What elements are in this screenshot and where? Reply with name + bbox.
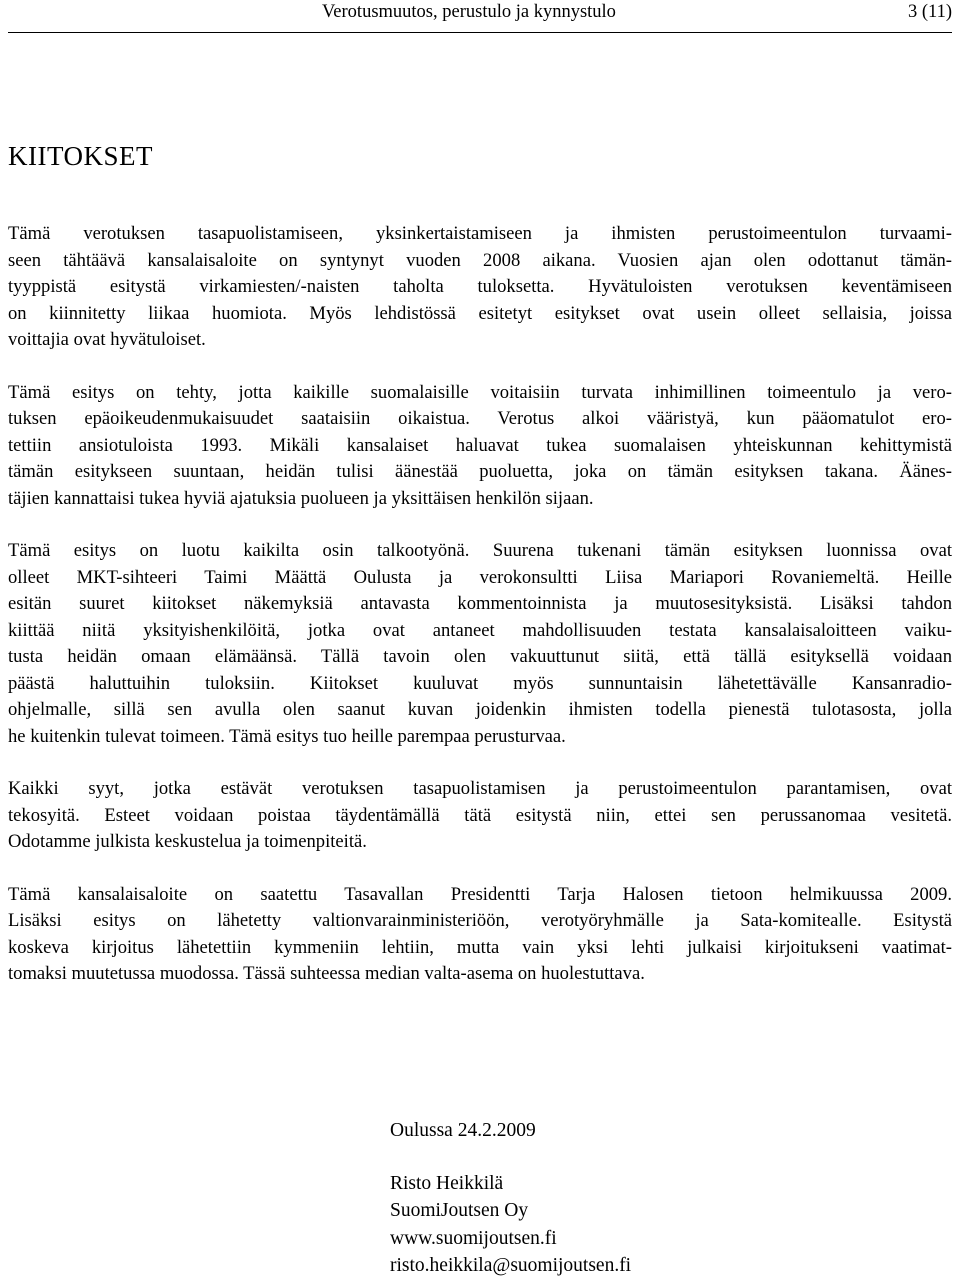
text-line: päästä haluttuihin tuloksiin. Kiitokset kuuluvat myös sunnuntaisin lähetettävälle Kansanradio- [8, 672, 952, 694]
text-line: tomaksi muutetussa muodossa. Tässä suhteessa median valta-asema on huolestuttava. [8, 963, 645, 984]
text-line: Kaikki syyt, jotka estävät verotuksen tasapuolistamisen ja perustoimeentulon parantamisen, ovat [8, 778, 952, 799]
text-line: koskeva kirjoitus lähetettiin kymmeniin lehtiin, mutta vain yksi lehti julkaisi kirjoitukseni vaatimat- [8, 936, 952, 958]
section-heading: KIITOKSET [8, 141, 153, 171]
text-line: Tämä esitys on luotu kaikilta osin talkootyönä. Suurena tukenani tämän esityksen luonnissa ovat [8, 540, 952, 561]
document-title: Verotusmuutos, perustulo ja kynnystulo [322, 2, 616, 22]
website-link[interactable]: www.suomijoutsen.fi [390, 1227, 557, 1249]
text-line: Lisäksi esitys on lähetetty valtionvarainministeriöön, verotyöryhmälle ja Sata-komitealle. Esitystä [8, 910, 952, 931]
text-line: ohjelmalle, sillä sen avulla olen saanut kuvan joidenkin ihmisten todella pienestä tulotasosta, jolla [8, 699, 952, 720]
text-line: he kuitenkin tulevat toimeen. Tämä esitys tuo heille parempaa perusturvaa. [8, 725, 566, 747]
text-line: tyyppistä esitystä virkamiesten/-naisten taholta tuloksetta. Hyvätuloisten verotuksen keventämiseen [8, 276, 952, 297]
company-name: SuomiJoutsen Oy [390, 1200, 529, 1221]
text-line: seen tähtäävä kansalaisaloite on syntynyt vuoden 2008 aikana. Vuosien ajan olen odottanut tämän- [8, 249, 952, 271]
page-number: 3 (11) [907, 2, 952, 22]
text-line: Tämä verotuksen tasapuolistamiseen, yksinkertaistamiseen ja ihmisten perustoimeentulon turvaami- [8, 223, 952, 244]
text-line: voittajia ovat hyvätuloiset. [8, 329, 206, 350]
page-header [8, 0, 952, 33]
text-line: tuksen epäoikeudenmukaisuudet saataisiin oikaistua. Verotus alkoi vääristyä, kun pääomatulot ero- [8, 408, 952, 429]
paragraph-1 [8, 221, 952, 354]
author-name: Risto Heikkilä [390, 1172, 504, 1194]
text-line: tusta heidän omaan elämäänsä. Tällä tavoin olen vakuuttunut siitä, että tällä esityksellä voidaan [8, 646, 952, 667]
paragraph-3 [8, 538, 952, 750]
paragraph-2 [8, 380, 952, 513]
paragraph-4 [8, 776, 952, 856]
spacer [390, 1145, 631, 1170]
text-line: Odotamme julkista keskustelua ja toimenpiteitä. [8, 831, 367, 852]
text-line: tettiin ansiotuloista 1993. Mikäli kansalaiset haluavat tukea suomalaisen yhteiskunnan kehittymistä [8, 434, 952, 456]
body-text [8, 221, 952, 1014]
paragraph-5 [8, 882, 952, 988]
text-line: Tämä esitys on tehty, jotta kaikille suomalaisille voitaisiin turvata inhimillinen toimeentulo ja vero- [8, 381, 952, 403]
email-link[interactable]: risto.heikkila@suomijoutsen.fi [390, 1255, 632, 1276]
text-line: tekosyitä. Esteet voidaan poistaa täydentämällä tätä esitystä niin, ettei sen perussanomaa vesitetä. [8, 804, 952, 826]
text-line: tämän esitykseen suuntaan, heidän tulisi äänestää puoluetta, joka on tämän esityksen takana. Äänes- [8, 461, 952, 482]
text-line: Tämä kansalaisaloite on saatettu Tasavallan Presidentti Tarja Halosen tietoon helmikuussa 2009. [8, 883, 952, 905]
place-date: Oulussa 24.2.2009 [390, 1120, 536, 1141]
text-line: olleet MKT-sihteeri Taimi Määttä Oulusta ja verokonsultti Liisa Mariapori Rovaniemeltä. Heille [8, 566, 952, 588]
text-line: kiittää niitä yksityishenkilöitä, jotka ovat antaneet mahdollisuuden testata kansalaisaloitteen vaiku- [8, 619, 952, 641]
text-line: on kiinnitetty liikaa huomiota. Myös lehdistössä esitetyt esitykset ovat usein olleet sellaisia, joissa [8, 302, 952, 324]
signature-block [390, 1117, 631, 1280]
text-line: esitän suuret kiitokset näkemyksiä antavasta kommentoinnista ja muutosesityksistä. Lisäksi tahdon [8, 593, 952, 614]
text-line: täjien kannattaisi tukea hyviä ajatuksia puolueen ja yksittäisen henkilön sijaan. [8, 487, 594, 509]
